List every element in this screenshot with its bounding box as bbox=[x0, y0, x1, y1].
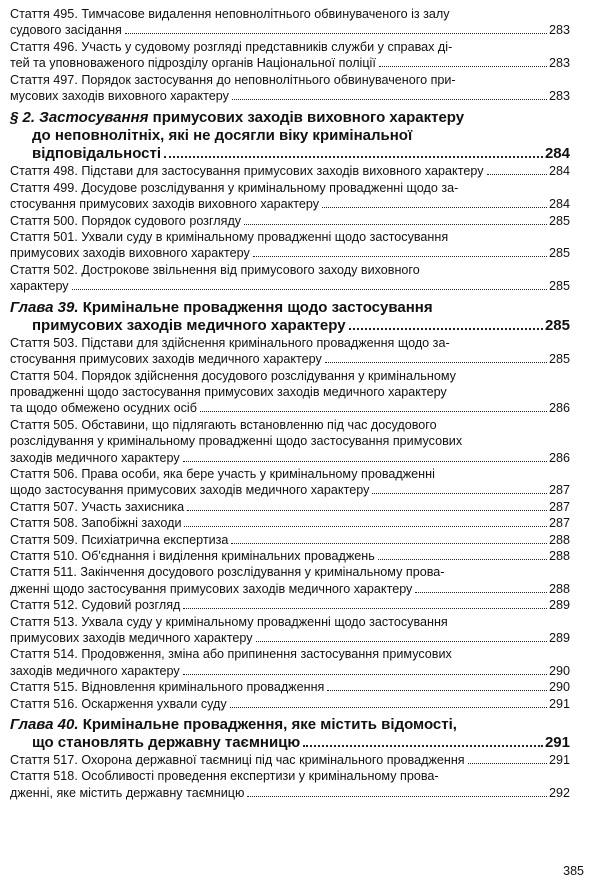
entry-text-line: провадженні щодо застосування примусових заходів медичного характеру bbox=[10, 384, 447, 399]
page-ref: 283 bbox=[548, 56, 570, 71]
toc-entry[interactable] bbox=[10, 6, 570, 39]
leader-dots bbox=[487, 174, 547, 175]
entry-text-line: стосування примусових заходів виховного характеру bbox=[10, 197, 320, 212]
toc-entry[interactable] bbox=[10, 597, 570, 613]
page-ref: 283 bbox=[548, 89, 570, 104]
leader-dots bbox=[125, 33, 547, 34]
page-ref: 285 bbox=[544, 316, 570, 334]
page-ref: 287 bbox=[548, 483, 570, 498]
section-label: § 2. Застосування bbox=[10, 109, 149, 127]
chapter-title-line1: Кримінальне провадження, яке містить відомості, bbox=[78, 716, 457, 734]
toc-block-chapter38-part1 bbox=[10, 6, 570, 104]
toc-entry[interactable] bbox=[10, 499, 570, 515]
leader-dots bbox=[379, 66, 547, 67]
section-title-line2: до неповнолітніх, які не досягли віку кримінальної bbox=[32, 127, 413, 145]
entry-text-line: Стаття 495. Тимчасове видалення неповнолітнього обвинуваченого із залу bbox=[10, 7, 450, 21]
chapter-39-heading bbox=[10, 299, 570, 335]
leader-dots bbox=[230, 707, 547, 708]
toc-entry[interactable] bbox=[10, 564, 570, 597]
entry-text-line: Стаття 510. Об'єднання і виділення кримінальних проваджень bbox=[10, 548, 375, 563]
leader-dots bbox=[247, 796, 547, 797]
entry-text-line: Стаття 496. Участь у судовому розгляді представників служби у справах ді- bbox=[10, 39, 453, 54]
chapter-label: Глава 39. bbox=[10, 298, 79, 316]
leader-dots bbox=[415, 592, 547, 593]
toc-entry[interactable] bbox=[10, 515, 570, 531]
leader-dots bbox=[183, 461, 547, 462]
entry-text-line: Стаття 497. Порядок застосування до неповнолітнього обвинуваченого при- bbox=[10, 72, 456, 87]
entry-text-line: Стаття 517. Охорона державної таємниці під час кримінального провадження bbox=[10, 753, 465, 768]
entry-text-line: Стаття 515. Відновлення кримінального провадження bbox=[10, 680, 325, 695]
entry-text-line: Стаття 502. Дострокове звільнення від примусового заходу виховного bbox=[10, 262, 420, 277]
entry-text-line: Стаття 498. Підстави для застосування примусових заходів виховного характеру bbox=[10, 164, 484, 179]
entry-text-line: примусових заходів виховного характеру bbox=[10, 246, 250, 261]
chapter-label: Глава 40. bbox=[10, 716, 79, 734]
toc-entry[interactable] bbox=[10, 72, 570, 105]
entry-text-line: мусових заходів виховного характеру bbox=[10, 89, 229, 104]
page-ref: 290 bbox=[548, 663, 570, 678]
entry-text-line: Стаття 499. Досудове розслідування у кримінальному провадженні щодо за- bbox=[10, 180, 459, 195]
page-ref: 291 bbox=[548, 696, 570, 711]
leader-dots bbox=[303, 745, 543, 747]
toc-entry[interactable] bbox=[10, 752, 570, 768]
page-ref: 284 bbox=[548, 164, 570, 179]
entry-text-line: та щодо обмежено осудних осіб bbox=[10, 401, 197, 416]
leader-dots bbox=[468, 763, 547, 764]
table-of-contents bbox=[10, 6, 570, 801]
entry-text-line: Стаття 511. Закінчення досудового розслідування у кримінальному прова- bbox=[10, 565, 445, 580]
leader-dots bbox=[256, 641, 547, 642]
page-ref: 285 bbox=[548, 213, 570, 228]
toc-entry[interactable] bbox=[10, 163, 570, 179]
leader-dots bbox=[244, 224, 547, 225]
toc-entry[interactable] bbox=[10, 548, 570, 564]
leader-dots bbox=[372, 493, 547, 494]
entry-text-line: Стаття 516. Оскарження ухвали суду bbox=[10, 696, 227, 711]
entry-text-line: Стаття 500. Порядок судового розгляду bbox=[10, 213, 242, 228]
toc-entry[interactable] bbox=[10, 696, 570, 712]
page-ref: 288 bbox=[548, 581, 570, 596]
entry-text-line: Стаття 518. Особливості проведення експертизи у кримінальному прова- bbox=[10, 769, 439, 784]
entry-text-line: заходів медичного характеру bbox=[10, 663, 180, 678]
toc-entry[interactable] bbox=[10, 262, 570, 295]
entry-text-line: Стаття 509. Психіатрична експертиза bbox=[10, 532, 229, 547]
page-ref: 284 bbox=[548, 197, 570, 212]
toc-entry[interactable] bbox=[10, 213, 570, 229]
leader-dots bbox=[349, 328, 543, 330]
entry-text-line: дженні, яке містить державну таємницю bbox=[10, 785, 245, 800]
page-ref: 289 bbox=[548, 598, 570, 613]
section-title-line3: відповідальності bbox=[32, 145, 162, 163]
entry-text-line: заходів медичного характеру bbox=[10, 450, 180, 465]
toc-entry[interactable] bbox=[10, 368, 570, 417]
leader-dots bbox=[322, 207, 547, 208]
chapter-title-line2: примусових заходів медичного характеру bbox=[32, 316, 346, 334]
page-ref: 285 bbox=[548, 352, 570, 367]
entry-text-line: дженні щодо застосування примусових заходів медичного характеру bbox=[10, 581, 413, 596]
toc-entry[interactable] bbox=[10, 39, 570, 72]
entry-text-line: примусових заходів медичного характеру bbox=[10, 631, 253, 645]
page-number: 385 bbox=[563, 864, 584, 878]
page-ref: 286 bbox=[548, 450, 570, 465]
toc-entry[interactable] bbox=[10, 679, 570, 695]
page-ref: 289 bbox=[548, 631, 570, 645]
leader-dots bbox=[231, 543, 547, 544]
page-ref: 284 bbox=[544, 145, 570, 163]
entry-text-line: Стаття 512. Судовий розгляд bbox=[10, 598, 181, 613]
toc-entry[interactable] bbox=[10, 768, 570, 801]
toc-entry[interactable] bbox=[10, 335, 570, 368]
page-ref: 287 bbox=[548, 499, 570, 514]
toc-block-section2 bbox=[10, 163, 570, 294]
page-ref: 288 bbox=[548, 532, 570, 547]
leader-dots bbox=[72, 289, 547, 290]
page-ref: 292 bbox=[548, 785, 570, 800]
leader-dots bbox=[327, 690, 547, 691]
page-ref: 286 bbox=[548, 401, 570, 416]
page-ref: 291 bbox=[548, 753, 570, 768]
entry-text-line: характеру bbox=[10, 279, 69, 294]
page-ref: 288 bbox=[548, 548, 570, 563]
entry-text-line: Стаття 501. Ухвали суду в кримінальному провадженні щодо застосування bbox=[10, 230, 449, 245]
leader-dots bbox=[184, 526, 547, 527]
chapter-title-line1: Кримінальне провадження щодо застосування bbox=[78, 298, 433, 316]
page-ref: 283 bbox=[548, 23, 570, 38]
leader-dots bbox=[183, 674, 547, 675]
entry-text-line: Стаття 506. Права особи, яка бере участь у кримінальному провадженні bbox=[10, 466, 435, 481]
entry-text-line: Стаття 507. Участь захисника bbox=[10, 499, 185, 514]
toc-block-chapter39 bbox=[10, 335, 570, 712]
toc-entry[interactable] bbox=[10, 417, 570, 466]
section-title-line1: примусових заходів виховного характеру bbox=[148, 109, 465, 127]
leader-dots bbox=[232, 99, 547, 100]
entry-text-line: Стаття 503. Підстави для здійснення кримінального провадження щодо за- bbox=[10, 335, 450, 350]
toc-entry[interactable] bbox=[10, 614, 570, 647]
entry-text-line: Стаття 508. Запобіжні заходи bbox=[10, 516, 182, 531]
leader-dots bbox=[325, 362, 547, 363]
leader-dots bbox=[183, 608, 547, 609]
entry-text-line: судового засідання bbox=[10, 23, 122, 38]
entry-text-line: Стаття 514. Продовження, зміна або припинення застосування примусових bbox=[10, 647, 452, 662]
entry-text-line: Стаття 505. Обставини, що підлягають встановленню під час досудового bbox=[10, 417, 437, 432]
chapter-title-line2: що становлять державну таємницю bbox=[32, 734, 301, 752]
leader-dots bbox=[187, 510, 547, 511]
entry-text-line: щодо застосування примусових заходів медичного характеру bbox=[10, 483, 370, 498]
toc-entry[interactable] bbox=[10, 532, 570, 548]
entry-text-line: Стаття 504. Порядок здійснення досудового розслідування у кримінальному bbox=[10, 368, 456, 383]
entry-text-line: стосування примусових заходів медичного характеру bbox=[10, 352, 322, 367]
entry-text-line: тей та уповноваженого підрозділу органів Національної поліції bbox=[10, 56, 376, 71]
leader-dots bbox=[378, 559, 547, 560]
leader-dots bbox=[200, 411, 547, 412]
toc-entry[interactable] bbox=[10, 180, 570, 213]
leader-dots bbox=[164, 156, 543, 158]
page-ref: 285 bbox=[548, 246, 570, 261]
toc-entry[interactable] bbox=[10, 229, 570, 262]
page-ref: 287 bbox=[548, 516, 570, 531]
page-ref: 291 bbox=[544, 734, 570, 752]
entry-text-line: Стаття 513. Ухвала суду у кримінальному провадженні щодо застосування bbox=[10, 614, 448, 629]
toc-block-chapter40 bbox=[10, 752, 570, 801]
page-ref: 290 bbox=[548, 680, 570, 695]
leader-dots bbox=[253, 256, 547, 257]
section-heading-2 bbox=[10, 109, 570, 163]
page-ref: 285 bbox=[548, 279, 570, 294]
toc-entry[interactable] bbox=[10, 646, 570, 679]
entry-text-line: розслідування у кримінальному провадженні щодо застосування примусових bbox=[10, 434, 463, 449]
chapter-40-heading bbox=[10, 716, 570, 752]
toc-entry[interactable] bbox=[10, 466, 570, 499]
